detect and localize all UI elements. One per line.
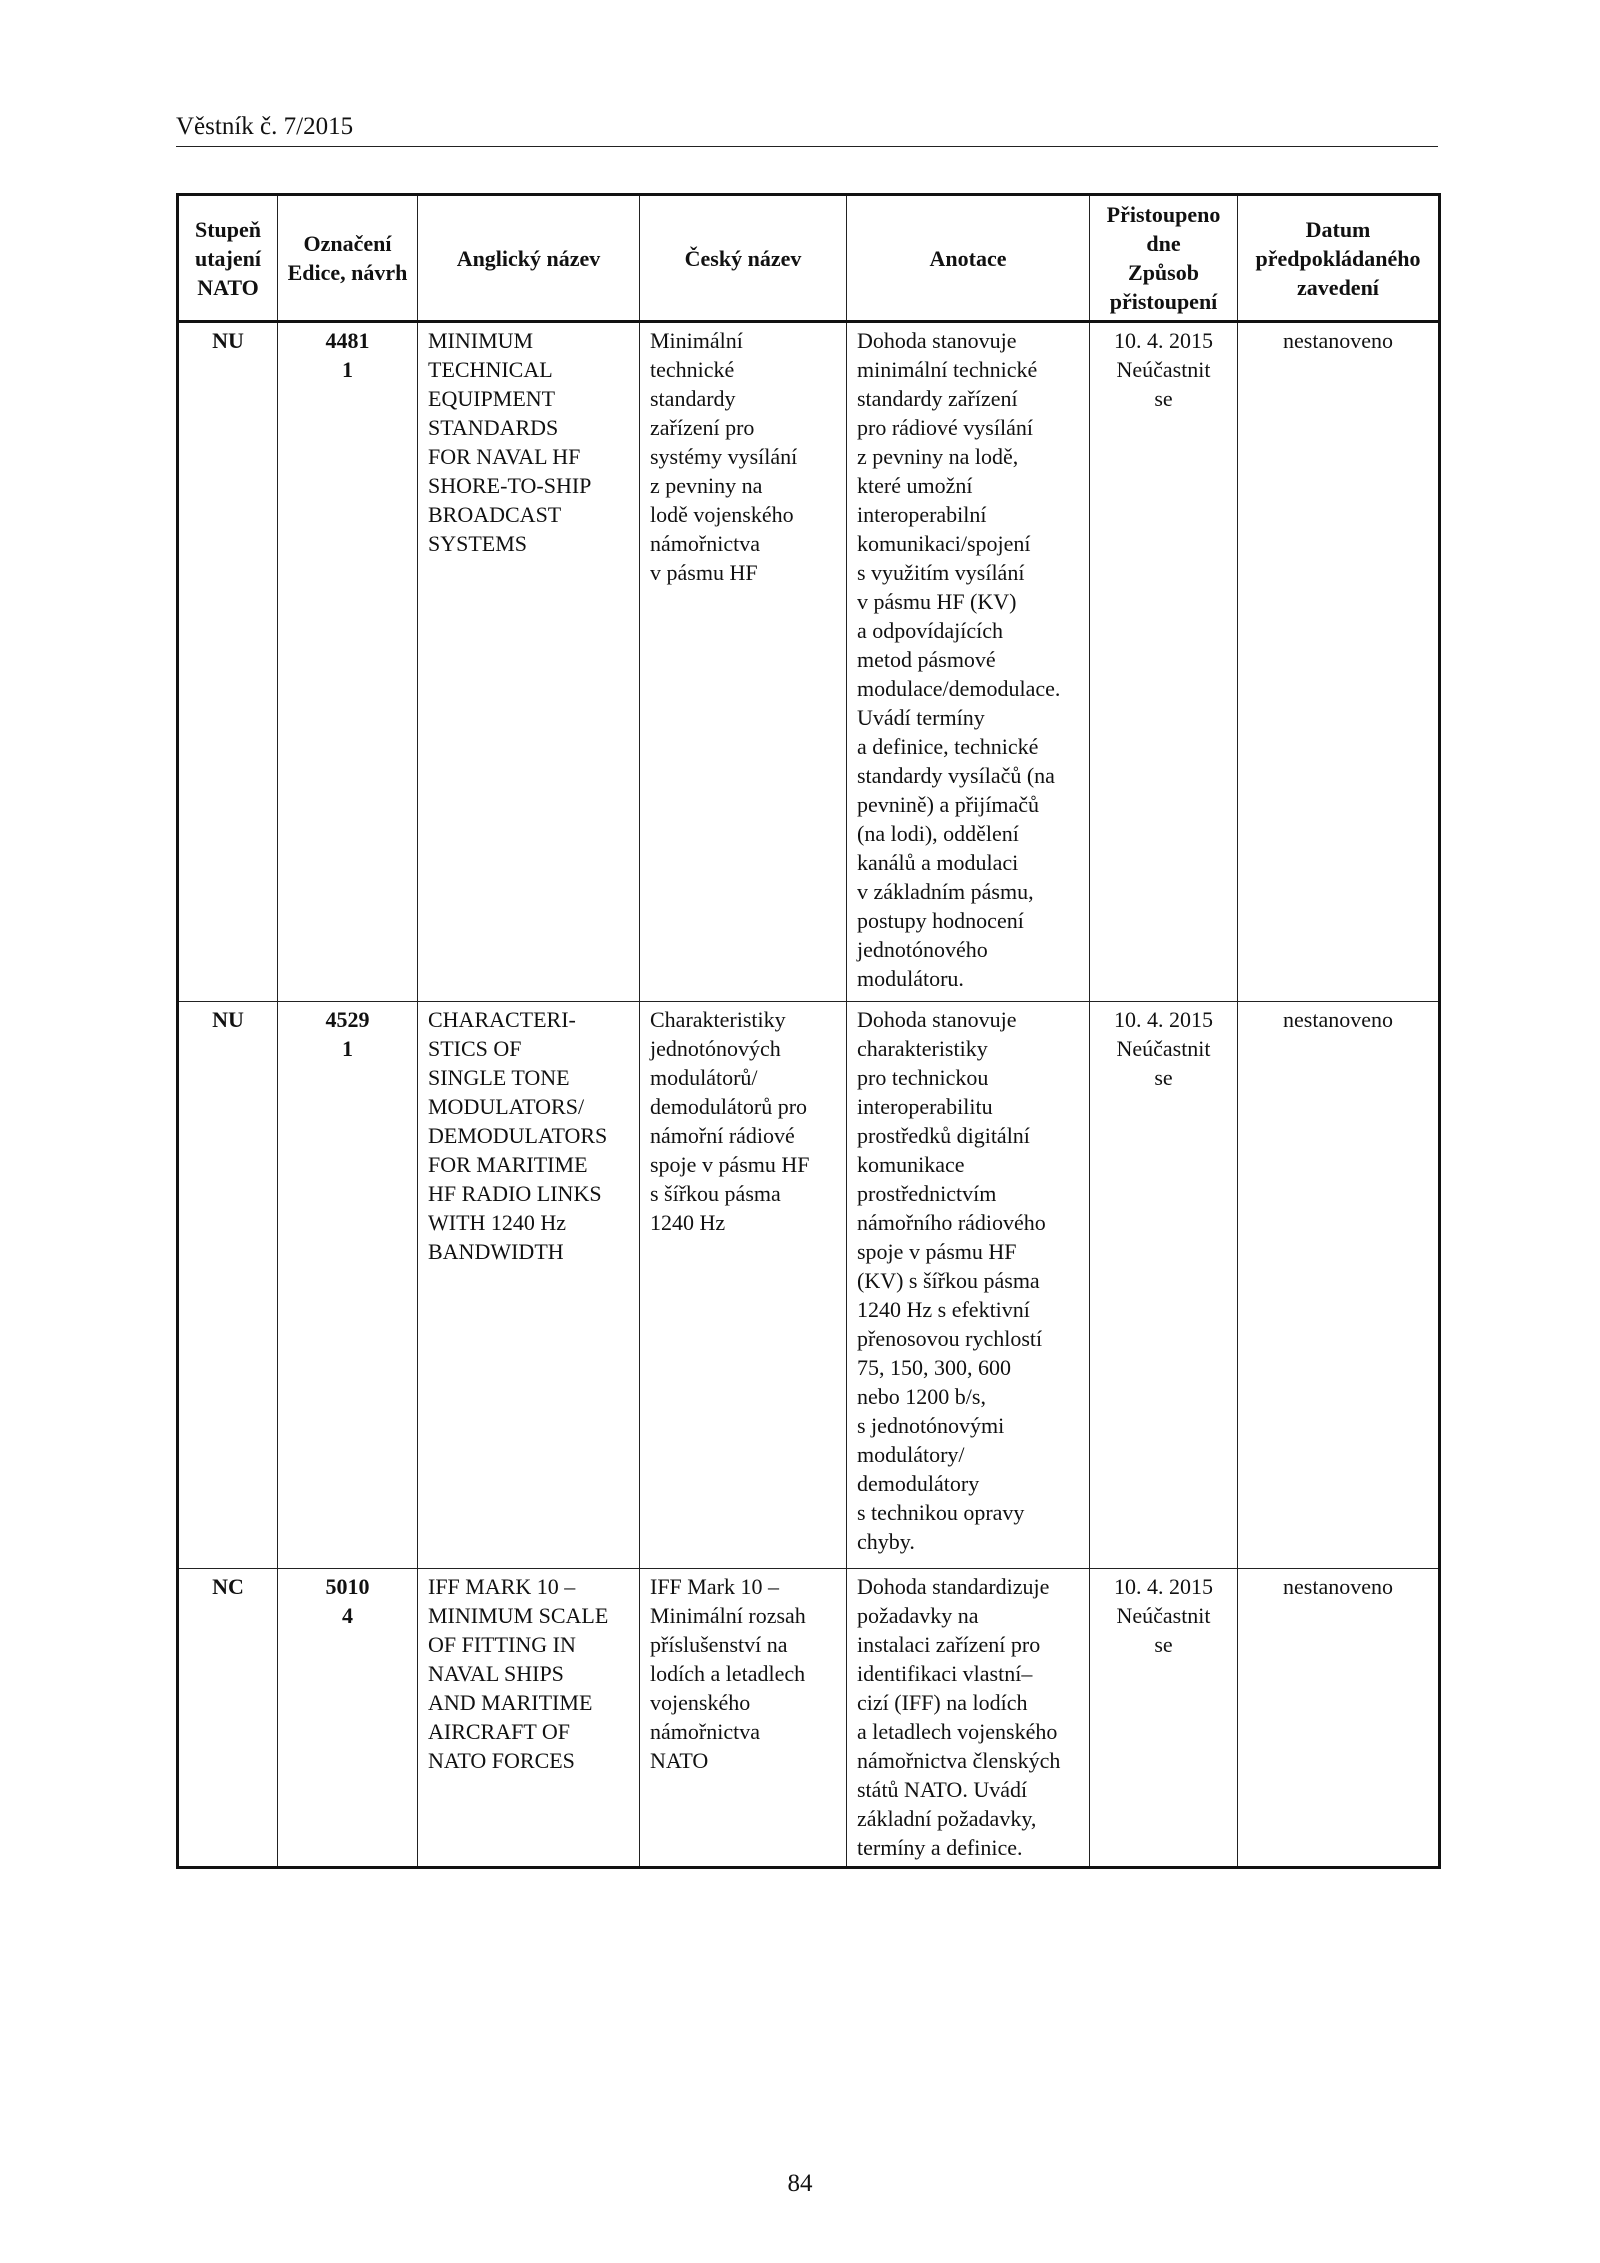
text-line: standardy zařízení [857, 386, 1018, 411]
stanag-number: 5010 [325, 1574, 370, 1599]
text-line: Dohoda standardizuje [857, 1574, 1050, 1599]
text-line: standardy [650, 386, 736, 411]
stanag-designation [278, 1002, 418, 1569]
text-line: MODULATORS/ [428, 1094, 585, 1119]
czech-title [640, 322, 847, 1002]
text-line: prostředků digitální [857, 1123, 1030, 1148]
text-line: v základním pásmu, [857, 879, 1034, 904]
table-header-row [178, 195, 1440, 322]
annotation-text [847, 1002, 1090, 1569]
accession-info [1090, 1569, 1238, 1868]
text-line: (KV) s šířkou pásma [857, 1268, 1040, 1293]
text-line: Minimální rozsah [650, 1603, 806, 1628]
text-line: námořní rádiové [650, 1123, 795, 1148]
text-line: (na lodi), oddělení [857, 821, 1019, 846]
text-line: SHORE-TO-SHIP [428, 473, 592, 498]
accession-date: 10. 4. 2015 [1114, 1574, 1213, 1599]
text-line: se [1154, 1065, 1173, 1090]
text-line: modulace/demodulace. [857, 676, 1061, 701]
text-line: IFF Mark 10 – [650, 1574, 779, 1599]
text-line: Uvádí termíny [857, 705, 985, 730]
stanag-designation [278, 322, 418, 1002]
text-line: základní požadavky, [857, 1806, 1037, 1831]
text-line: postupy hodnocení [857, 908, 1024, 933]
text-line: se [1154, 1632, 1173, 1657]
text-line: minimální technické [857, 357, 1038, 382]
text-line: metod pásmové [857, 647, 996, 672]
implementation-date: nestanoveno [1238, 322, 1440, 1002]
text-line: námořnictva [650, 1719, 760, 1744]
text-line: FOR NAVAL HF [428, 444, 581, 469]
english-title [418, 1002, 640, 1569]
text-line: spoje v pásmu HF [857, 1239, 1017, 1264]
text-line: Neúčastnit [1116, 357, 1211, 382]
text-line: TECHNICAL [428, 357, 553, 382]
text-line: modulátorů/ [650, 1065, 758, 1090]
text-line: BROADCAST [428, 502, 562, 527]
header-divider [176, 146, 1438, 147]
text-line: spoje v pásmu HF [650, 1152, 810, 1177]
text-line: IFF MARK 10 – [428, 1574, 576, 1599]
text-line: a letadlech vojenského [857, 1719, 1058, 1744]
text-line: interoperabilitu [857, 1094, 993, 1119]
classification-level: NU [178, 1002, 278, 1569]
accession-date: 10. 4. 2015 [1114, 1007, 1213, 1032]
text-line: států NATO. Uvádí [857, 1777, 1028, 1802]
text-line: AND MARITIME [428, 1690, 593, 1715]
text-line: nebo 1200 b/s, [857, 1384, 986, 1409]
header-implementation-date: Datum předpokládaného zavedení [1238, 195, 1440, 322]
text-line: SINGLE TONE [428, 1065, 570, 1090]
stanag-edition: 1 [342, 1036, 353, 1061]
stanag-number: 4529 [325, 1007, 370, 1032]
text-line: modulátoru. [857, 966, 964, 991]
text-line: jednotónového [857, 937, 988, 962]
text-line: 1240 Hz [650, 1210, 726, 1235]
classification-level: NU [178, 322, 278, 1002]
accession-info [1090, 322, 1238, 1002]
text-line: demodulátory [857, 1471, 980, 1496]
implementation-date: nestanoveno [1238, 1002, 1440, 1569]
text-line: demodulátorů pro [650, 1094, 808, 1119]
text-line: 75, 150, 300, 600 [857, 1355, 1011, 1380]
stanag-edition: 4 [342, 1603, 353, 1628]
text-line: instalaci zařízení pro [857, 1632, 1041, 1657]
text-line: STICS OF [428, 1036, 522, 1061]
text-line: standardy vysílačů (na [857, 763, 1055, 788]
czech-title [640, 1569, 847, 1868]
stanag-edition: 1 [342, 357, 353, 382]
text-line: lodě vojenského [650, 502, 794, 527]
text-line: s technikou opravy [857, 1500, 1025, 1525]
english-title [418, 1569, 640, 1868]
text-line: CHARACTERI- [428, 1007, 576, 1032]
text-line: technické [650, 357, 735, 382]
text-line: charakteristiky [857, 1036, 988, 1061]
text-line: Neúčastnit [1116, 1036, 1211, 1061]
text-line: kanálů a modulaci [857, 850, 1019, 875]
page-number: 84 [787, 2170, 813, 2197]
classification-level: NC [178, 1569, 278, 1868]
text-line: MINIMUM SCALE [428, 1603, 609, 1628]
text-line: BANDWIDTH [428, 1239, 564, 1264]
text-line: vojenského [650, 1690, 751, 1715]
text-line: SYSTEMS [428, 531, 528, 556]
text-line: které umožní [857, 473, 973, 498]
text-line: komunikaci/spojení [857, 531, 1031, 556]
header-accession: Přistoupeno dne Způsob přistoupení [1090, 195, 1238, 322]
text-line: interoperabilní [857, 502, 987, 527]
text-line: AIRCRAFT OF [428, 1719, 571, 1744]
annotation-text [847, 1569, 1090, 1868]
implementation-date: nestanoveno [1238, 1569, 1440, 1868]
english-title [418, 322, 640, 1002]
header-designation: Označení Edice, návrh [278, 195, 418, 322]
accession-info [1090, 1002, 1238, 1569]
text-line: termíny a definice. [857, 1835, 1023, 1860]
text-line: s šířkou pásma [650, 1181, 781, 1206]
text-line: Neúčastnit [1116, 1603, 1211, 1628]
text-line: OF FITTING IN [428, 1632, 576, 1657]
text-line: cizí (IFF) na lodích [857, 1690, 1028, 1715]
text-line: požadavky na [857, 1603, 979, 1628]
text-line: se [1154, 386, 1173, 411]
header-czech-title: Český název [640, 195, 847, 322]
table-row [178, 322, 1440, 1002]
text-line: s využitím vysílání [857, 560, 1025, 585]
text-line: námořního rádiového [857, 1210, 1046, 1235]
text-line: 1240 Hz s efektivní [857, 1297, 1030, 1322]
text-line: z pevniny na lodě, [857, 444, 1019, 469]
text-line: a odpovídajících [857, 618, 1004, 643]
text-line: HF RADIO LINKS [428, 1181, 602, 1206]
header-annotation: Anotace [847, 195, 1090, 322]
text-line: Dohoda stanovuje [857, 328, 1017, 353]
header-english-title: Anglický název [418, 195, 640, 322]
text-line: Charakteristiky [650, 1007, 786, 1032]
text-line: MINIMUM [428, 328, 534, 353]
text-line: pevnině) a přijímačů [857, 792, 1040, 817]
text-line: chyby. [857, 1529, 915, 1554]
text-line: Dohoda stanovuje [857, 1007, 1017, 1032]
text-line: DEMODULATORS [428, 1123, 608, 1148]
text-line: EQUIPMENT [428, 386, 556, 411]
running-head: Věstník č. 7/2015 [176, 113, 354, 140]
text-line: NATO FORCES [428, 1748, 575, 1773]
text-line: modulátory/ [857, 1442, 965, 1467]
text-line: Minimální [650, 328, 743, 353]
table-row [178, 1002, 1440, 1569]
text-line: v pásmu HF [650, 560, 758, 585]
text-line: prostřednictvím [857, 1181, 997, 1206]
text-line: s jednotónovými [857, 1413, 1005, 1438]
text-line: lodích a letadlech [650, 1661, 806, 1686]
text-line: WITH 1240 Hz [428, 1210, 567, 1235]
text-line: námořnictva [650, 531, 760, 556]
text-line: a definice, technické [857, 734, 1039, 759]
annotation-text [847, 322, 1090, 1002]
stanag-number: 4481 [325, 328, 370, 353]
text-line: pro technickou [857, 1065, 989, 1090]
text-line: NAVAL SHIPS [428, 1661, 564, 1686]
text-line: systémy vysílání [650, 444, 798, 469]
text-line: příslušenství na [650, 1632, 788, 1657]
text-line: komunikace [857, 1152, 965, 1177]
stanag-designation [278, 1569, 418, 1868]
text-line: STANDARDS [428, 415, 559, 440]
text-line: z pevniny na [650, 473, 763, 498]
text-line: námořnictva členských [857, 1748, 1061, 1773]
accession-date: 10. 4. 2015 [1114, 328, 1213, 353]
czech-title [640, 1002, 847, 1569]
nato-standards-table [176, 193, 1441, 1869]
text-line: pro rádiové vysílání [857, 415, 1033, 440]
text-line: identifikaci vlastní– [857, 1661, 1033, 1686]
text-line: přenosovou rychlostí [857, 1326, 1043, 1351]
text-line: v pásmu HF (KV) [857, 589, 1017, 614]
text-line: zařízení pro [650, 415, 755, 440]
text-line: FOR MARITIME [428, 1152, 588, 1177]
text-line: NATO [650, 1748, 709, 1773]
text-line: jednotónových [650, 1036, 781, 1061]
header-level: Stupeň utajení NATO [178, 195, 278, 322]
table-row [178, 1569, 1440, 1868]
